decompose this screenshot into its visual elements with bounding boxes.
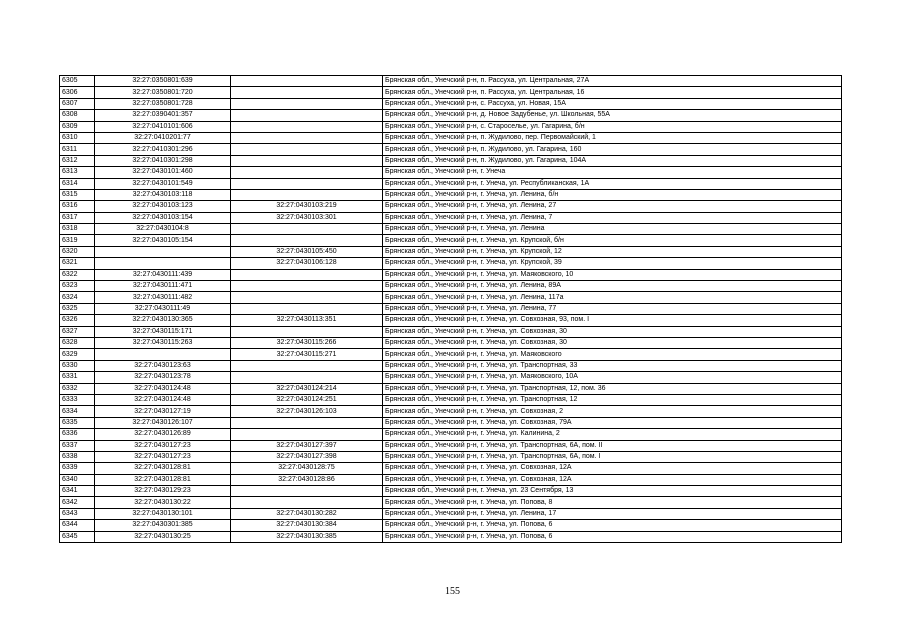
row-number-cell: 6314 bbox=[60, 178, 95, 189]
table-row bbox=[60, 326, 842, 337]
row-number-cell: 6322 bbox=[60, 269, 95, 280]
cadastral-number-cell: 32:27:0410301:298 bbox=[95, 155, 231, 166]
address-cell: Брянская обл., Унечский р-н, г. Унеча, ул. Транспортная, 12 bbox=[383, 394, 842, 405]
cadastral-number-cell: 32:27:0430115:263 bbox=[95, 337, 231, 348]
cadastral-number-cell: 32:27:0350801:639 bbox=[95, 76, 231, 87]
property-table bbox=[59, 75, 842, 543]
cadastral-number-cell: 32:27:0430130:365 bbox=[95, 315, 231, 326]
row-number-cell: 6343 bbox=[60, 508, 95, 519]
table-row bbox=[60, 429, 842, 440]
cadastral-number-cell: 32:27:0430130:25 bbox=[95, 531, 231, 542]
cadastral-number-cell: 32:27:0430126:89 bbox=[95, 429, 231, 440]
cadastral-number-cell: 32:27:0430111:482 bbox=[95, 292, 231, 303]
table-row bbox=[60, 337, 842, 348]
row-number-cell: 6344 bbox=[60, 520, 95, 531]
row-number-cell: 6325 bbox=[60, 303, 95, 314]
cadastral-number-2-cell bbox=[231, 87, 383, 98]
row-number-cell: 6313 bbox=[60, 167, 95, 178]
table-row bbox=[60, 372, 842, 383]
cadastral-number-cell: 32:27:0430128:81 bbox=[95, 474, 231, 485]
cadastral-number-cell: 32:27:0430124:48 bbox=[95, 394, 231, 405]
cadastral-number-cell: 32:27:0430127:19 bbox=[95, 406, 231, 417]
cadastral-number-2-cell: 32:27:0430130:282 bbox=[231, 508, 383, 519]
row-number-cell: 6326 bbox=[60, 315, 95, 326]
cadastral-number-cell: 32:27:0430101:549 bbox=[95, 178, 231, 189]
table-row bbox=[60, 474, 842, 485]
table-row bbox=[60, 531, 842, 542]
cadastral-number-2-cell bbox=[231, 235, 383, 246]
table-row bbox=[60, 292, 842, 303]
cadastral-number-cell: 32:27:0430124:48 bbox=[95, 383, 231, 394]
address-cell: Брянская обл., Унечский р-н, г. Унеча bbox=[383, 167, 842, 178]
cadastral-number-2-cell bbox=[231, 303, 383, 314]
address-cell: Брянская обл., Унечский р-н, г. Унеча, ул. Ленина, 27 bbox=[383, 201, 842, 212]
cadastral-number-2-cell: 32:27:0430103:301 bbox=[231, 212, 383, 223]
cadastral-number-cell: 32:27:0430128:81 bbox=[95, 463, 231, 474]
property-table-body bbox=[60, 76, 842, 543]
row-number-cell: 6334 bbox=[60, 406, 95, 417]
table-row bbox=[60, 303, 842, 314]
address-cell: Брянская обл., Унечский р-н, п. Жудилово, ул. Гагарина, 104А bbox=[383, 155, 842, 166]
cadastral-number-2-cell bbox=[231, 292, 383, 303]
cadastral-number-cell: 32:27:0430123:63 bbox=[95, 360, 231, 371]
table-row bbox=[60, 87, 842, 98]
row-number-cell: 6316 bbox=[60, 201, 95, 212]
cadastral-number-2-cell bbox=[231, 189, 383, 200]
table-row bbox=[60, 235, 842, 246]
address-cell: Брянская обл., Унечский р-н, г. Унеча, ул. Ленина, 117а bbox=[383, 292, 842, 303]
row-number-cell: 6328 bbox=[60, 337, 95, 348]
table-row bbox=[60, 98, 842, 109]
table-row bbox=[60, 417, 842, 428]
cadastral-number-2-cell: 32:27:0430130:384 bbox=[231, 520, 383, 531]
row-number-cell: 6320 bbox=[60, 246, 95, 257]
table-row bbox=[60, 246, 842, 257]
table-row bbox=[60, 451, 842, 462]
address-cell: Брянская обл., Унечский р-н, г. Унеча, ул. Крупской, б/н bbox=[383, 235, 842, 246]
row-number-cell: 6333 bbox=[60, 394, 95, 405]
address-cell: Брянская обл., Унечский р-н, г. Унеча, ул. Маяковского bbox=[383, 349, 842, 360]
table-row bbox=[60, 269, 842, 280]
cadastral-number-cell: 32:27:0430301:385 bbox=[95, 520, 231, 531]
address-cell: Брянская обл., Унечский р-н, г. Унеча, ул. Совхозная, 30 bbox=[383, 326, 842, 337]
address-cell: Брянская обл., Унечский р-н, г. Унеча, ул. Попова, 6 bbox=[383, 531, 842, 542]
cadastral-number-2-cell bbox=[231, 326, 383, 337]
row-number-cell: 6311 bbox=[60, 144, 95, 155]
cadastral-number-2-cell bbox=[231, 224, 383, 235]
table-row bbox=[60, 486, 842, 497]
address-cell: Брянская обл., Унечский р-н, с. Староселье, ул. Гагарина, б/н bbox=[383, 121, 842, 132]
cadastral-number-2-cell: 32:27:0430127:398 bbox=[231, 451, 383, 462]
cadastral-number-2-cell bbox=[231, 132, 383, 143]
cadastral-number-2-cell bbox=[231, 76, 383, 87]
address-cell: Брянская обл., Унечский р-н, г. Унеча, ул. Попова, 6 bbox=[383, 520, 842, 531]
row-number-cell: 6315 bbox=[60, 189, 95, 200]
row-number-cell: 6312 bbox=[60, 155, 95, 166]
address-cell: Брянская обл., Унечский р-н, г. Унеча, ул. Транспортная, 12, пом. 36 bbox=[383, 383, 842, 394]
cadastral-number-2-cell bbox=[231, 121, 383, 132]
cadastral-number-2-cell: 32:27:0430124:251 bbox=[231, 394, 383, 405]
cadastral-number-cell: 32:27:0430103:118 bbox=[95, 189, 231, 200]
row-number-cell: 6336 bbox=[60, 429, 95, 440]
cadastral-number-2-cell: 32:27:0430128:86 bbox=[231, 474, 383, 485]
address-cell: Брянская обл., Унечский р-н, г. Унеча, ул. Совхозная, 12А bbox=[383, 474, 842, 485]
address-cell: Брянская обл., Унечский р-н, г. Унеча, ул. Ленина, 7 bbox=[383, 212, 842, 223]
row-number-cell: 6327 bbox=[60, 326, 95, 337]
row-number-cell: 6331 bbox=[60, 372, 95, 383]
cadastral-number-2-cell bbox=[231, 360, 383, 371]
row-number-cell: 6305 bbox=[60, 76, 95, 87]
address-cell: Брянская обл., Унечский р-н, г. Унеча, ул. Крупской, 39 bbox=[383, 258, 842, 269]
table-row bbox=[60, 394, 842, 405]
cadastral-number-cell: 32:27:0430111:471 bbox=[95, 281, 231, 292]
address-cell: Брянская обл., Унечский р-н, п. Рассуха, ул. Центральная, 27А bbox=[383, 76, 842, 87]
table-row bbox=[60, 201, 842, 212]
row-number-cell: 6307 bbox=[60, 98, 95, 109]
address-cell: Брянская обл., Унечский р-н, г. Унеча, ул. Совхозная, 12А bbox=[383, 463, 842, 474]
cadastral-number-cell: 32:27:0430127:23 bbox=[95, 451, 231, 462]
cadastral-number-2-cell: 32:27:0430128:75 bbox=[231, 463, 383, 474]
row-number-cell: 6321 bbox=[60, 258, 95, 269]
cadastral-number-2-cell: 32:27:0430124:214 bbox=[231, 383, 383, 394]
table-row bbox=[60, 508, 842, 519]
cadastral-number-cell: 32:27:0430126:107 bbox=[95, 417, 231, 428]
cadastral-number-2-cell bbox=[231, 429, 383, 440]
cadastral-number-cell: 32:27:0430103:123 bbox=[95, 201, 231, 212]
table-row bbox=[60, 258, 842, 269]
cadastral-number-2-cell bbox=[231, 144, 383, 155]
table-row bbox=[60, 463, 842, 474]
table-row bbox=[60, 224, 842, 235]
address-cell: Брянская обл., Унечский р-н, г. Унеча, ул. Попова, 8 bbox=[383, 497, 842, 508]
cadastral-number-2-cell: 32:27:0430115:271 bbox=[231, 349, 383, 360]
table-row bbox=[60, 406, 842, 417]
cadastral-number-cell: 32:27:0430123:78 bbox=[95, 372, 231, 383]
row-number-cell: 6345 bbox=[60, 531, 95, 542]
table-row bbox=[60, 212, 842, 223]
table-row bbox=[60, 167, 842, 178]
cadastral-number-cell: 32:27:0430101:460 bbox=[95, 167, 231, 178]
cadastral-number-cell: 32:27:0390401:357 bbox=[95, 110, 231, 121]
row-number-cell: 6330 bbox=[60, 360, 95, 371]
cadastral-number-2-cell bbox=[231, 497, 383, 508]
page-number: 155 bbox=[445, 586, 460, 597]
cadastral-number-cell: 32:27:0430127:23 bbox=[95, 440, 231, 451]
cadastral-number-cell: 32:27:0430130:101 bbox=[95, 508, 231, 519]
cadastral-number-2-cell: 32:27:0430127:397 bbox=[231, 440, 383, 451]
address-cell: Брянская обл., Унечский р-н, г. Унеча, ул. Ленина, 89А bbox=[383, 281, 842, 292]
cadastral-number-2-cell bbox=[231, 155, 383, 166]
address-cell: Брянская обл., Унечский р-н, г. Унеча, ул. Транспортная, 6А, пом. I bbox=[383, 451, 842, 462]
table-row bbox=[60, 383, 842, 394]
table-row bbox=[60, 440, 842, 451]
address-cell: Брянская обл., Унечский р-н, г. Унеча, ул. Совхозная, 93, пом. I bbox=[383, 315, 842, 326]
table-row bbox=[60, 281, 842, 292]
cadastral-number-cell: 32:27:0430105:154 bbox=[95, 235, 231, 246]
table-row bbox=[60, 76, 842, 87]
cadastral-number-cell: 32:27:0430115:171 bbox=[95, 326, 231, 337]
address-cell: Брянская обл., Унечский р-н, г. Унеча, ул. Совхозная, 30 bbox=[383, 337, 842, 348]
row-number-cell: 6342 bbox=[60, 497, 95, 508]
row-number-cell: 6309 bbox=[60, 121, 95, 132]
row-number-cell: 6341 bbox=[60, 486, 95, 497]
cadastral-number-2-cell: 32:27:0430105:450 bbox=[231, 246, 383, 257]
cadastral-number-2-cell bbox=[231, 281, 383, 292]
row-number-cell: 6324 bbox=[60, 292, 95, 303]
address-cell: Брянская обл., Унечский р-н, г. Унеча, ул. Ленина, 77 bbox=[383, 303, 842, 314]
cadastral-number-cell: 32:27:0430103:154 bbox=[95, 212, 231, 223]
cadastral-number-2-cell bbox=[231, 486, 383, 497]
address-cell: Брянская обл., Унечский р-н, г. Унеча, ул. Транспортная, 33 bbox=[383, 360, 842, 371]
row-number-cell: 6337 bbox=[60, 440, 95, 451]
cadastral-number-cell: 32:27:0410201:77 bbox=[95, 132, 231, 143]
row-number-cell: 6332 bbox=[60, 383, 95, 394]
address-cell: Брянская обл., Унечский р-н, г. Унеча, ул. Крупской, 12 bbox=[383, 246, 842, 257]
address-cell: Брянская обл., Унечский р-н, п. Рассуха, ул. Центральная, 16 bbox=[383, 87, 842, 98]
row-number-cell: 6319 bbox=[60, 235, 95, 246]
cadastral-number-cell: 32:27:0430111:49 bbox=[95, 303, 231, 314]
row-number-cell: 6323 bbox=[60, 281, 95, 292]
cadastral-number-cell: 32:27:0430111:439 bbox=[95, 269, 231, 280]
table-row bbox=[60, 360, 842, 371]
address-cell: Брянская обл., Унечский р-н, с. Рассуха, ул. Новая, 15А bbox=[383, 98, 842, 109]
address-cell: Брянская обл., Унечский р-н, г. Унеча, ул. Совхозная, 79А bbox=[383, 417, 842, 428]
address-cell: Брянская обл., Унечский р-н, п. Жудилово, пер. Первомайский, 1 bbox=[383, 132, 842, 143]
cadastral-number-2-cell bbox=[231, 417, 383, 428]
row-number-cell: 6338 bbox=[60, 451, 95, 462]
table-row bbox=[60, 497, 842, 508]
address-cell: Брянская обл., Унечский р-н, г. Унеча, ул. 23 Сентября, 13 bbox=[383, 486, 842, 497]
cadastral-number-2-cell: 32:27:0430115:266 bbox=[231, 337, 383, 348]
row-number-cell: 6329 bbox=[60, 349, 95, 360]
row-number-cell: 6310 bbox=[60, 132, 95, 143]
address-cell: Брянская обл., Унечский р-н, г. Унеча, ул. Маяковского, 10А bbox=[383, 372, 842, 383]
address-cell: Брянская обл., Унечский р-н, г. Унеча, ул. Совхозная, 2 bbox=[383, 406, 842, 417]
cadastral-number-2-cell: 32:27:0430126:103 bbox=[231, 406, 383, 417]
table-row bbox=[60, 144, 842, 155]
cadastral-number-cell: 32:27:0350801:720 bbox=[95, 87, 231, 98]
cadastral-number-cell: 32:27:0430104:8 bbox=[95, 224, 231, 235]
address-cell: Брянская обл., Унечский р-н, п. Жудилово, ул. Гагарина, 160 bbox=[383, 144, 842, 155]
cadastral-number-cell: 32:27:0430129:23 bbox=[95, 486, 231, 497]
cadastral-number-2-cell bbox=[231, 372, 383, 383]
table-row bbox=[60, 315, 842, 326]
cadastral-number-cell: 32:27:0410301:296 bbox=[95, 144, 231, 155]
row-number-cell: 6317 bbox=[60, 212, 95, 223]
row-number-cell: 6308 bbox=[60, 110, 95, 121]
address-cell: Брянская обл., Унечский р-н, г. Унеча, ул. Транспортная, 6А, пом. II bbox=[383, 440, 842, 451]
cadastral-number-cell bbox=[95, 246, 231, 257]
table-row bbox=[60, 189, 842, 200]
cadastral-number-cell bbox=[95, 349, 231, 360]
address-cell: Брянская обл., Унечский р-н, г. Унеча, ул. Ленина bbox=[383, 224, 842, 235]
table-row bbox=[60, 155, 842, 166]
cadastral-number-cell: 32:27:0430130:22 bbox=[95, 497, 231, 508]
cadastral-number-2-cell bbox=[231, 167, 383, 178]
table-row bbox=[60, 121, 842, 132]
cadastral-number-2-cell: 32:27:0430103:219 bbox=[231, 201, 383, 212]
cadastral-number-2-cell: 32:27:0430130:385 bbox=[231, 531, 383, 542]
table-row bbox=[60, 520, 842, 531]
address-cell: Брянская обл., Унечский р-н, г. Унеча, ул. Ленина, б/н bbox=[383, 189, 842, 200]
cadastral-number-cell: 32:27:0350801:728 bbox=[95, 98, 231, 109]
table-row bbox=[60, 132, 842, 143]
cadastral-number-2-cell: 32:27:0430113:351 bbox=[231, 315, 383, 326]
cadastral-number-cell: 32:27:0410101:606 bbox=[95, 121, 231, 132]
row-number-cell: 6306 bbox=[60, 87, 95, 98]
row-number-cell: 6335 bbox=[60, 417, 95, 428]
address-cell: Брянская обл., Унечский р-н, г. Унеча, ул. Ленина, 17 bbox=[383, 508, 842, 519]
address-cell: Брянская обл., Унечский р-н, д. Новое Задубенье, ул. Школьная, 55А bbox=[383, 110, 842, 121]
cadastral-number-2-cell bbox=[231, 178, 383, 189]
row-number-cell: 6340 bbox=[60, 474, 95, 485]
row-number-cell: 6339 bbox=[60, 463, 95, 474]
table-row bbox=[60, 110, 842, 121]
row-number-cell: 6318 bbox=[60, 224, 95, 235]
cadastral-number-cell bbox=[95, 258, 231, 269]
table-row bbox=[60, 349, 842, 360]
table-row bbox=[60, 178, 842, 189]
cadastral-number-2-cell bbox=[231, 269, 383, 280]
address-cell: Брянская обл., Унечский р-н, г. Унеча, ул. Республиканская, 1А bbox=[383, 178, 842, 189]
cadastral-number-2-cell bbox=[231, 110, 383, 121]
cadastral-number-2-cell bbox=[231, 98, 383, 109]
cadastral-number-2-cell: 32:27:0430106:128 bbox=[231, 258, 383, 269]
address-cell: Брянская обл., Унечский р-н, г. Унеча, ул. Маяковского, 10 bbox=[383, 269, 842, 280]
address-cell: Брянская обл., Унечский р-н, г. Унеча, ул. Калинина, 2 bbox=[383, 429, 842, 440]
